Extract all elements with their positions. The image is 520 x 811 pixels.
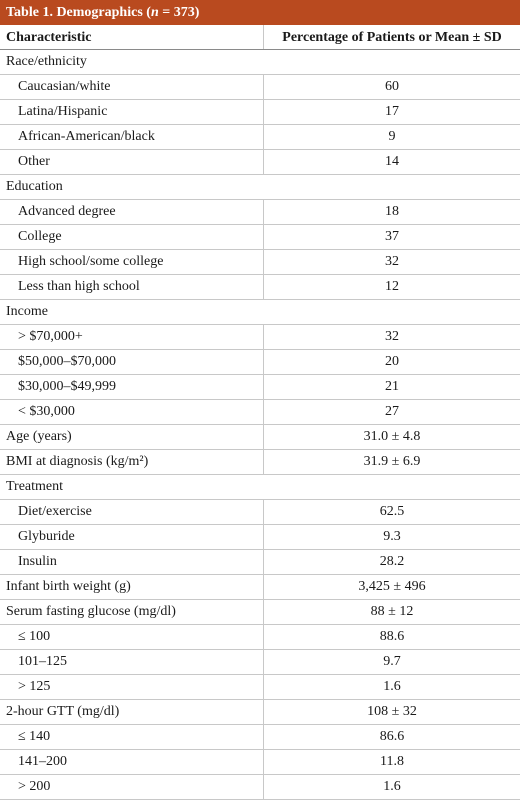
row-value: 37 (385, 229, 399, 244)
table-title (0, 0, 520, 25)
row-value: 31.9 ± 6.9 (363, 454, 421, 469)
table-row (0, 650, 520, 675)
row-label: College (0, 225, 264, 249)
row-label: Glyburide (0, 525, 264, 549)
row-label: Caucasian/white (0, 75, 264, 99)
table-row (0, 150, 520, 175)
table-body (0, 50, 520, 800)
row-label: High school/some college (0, 250, 264, 274)
table-row (0, 425, 520, 450)
table-row (0, 725, 520, 750)
row-label: Less than high school (0, 275, 264, 299)
row-value: 11.8 (380, 754, 404, 769)
row-value: 9.7 (383, 654, 401, 669)
table-title-suffix: = 373) (158, 5, 200, 20)
row-value (264, 50, 520, 74)
table-row (0, 575, 520, 600)
row-label: Income (6, 304, 48, 319)
row-label: BMI at diagnosis (kg/m²) (0, 450, 264, 474)
row-label: Race/ethnicity (6, 54, 87, 69)
row-label: African-American/black (0, 125, 264, 149)
row-value: 62.5 (379, 504, 405, 519)
row-value: 27 (385, 404, 399, 419)
table-row (0, 400, 520, 425)
row-label: Treatment (6, 479, 64, 494)
row-value: 86.6 (379, 729, 405, 744)
row-label: < $30,000 (0, 400, 264, 424)
row-value (264, 475, 520, 499)
row-label: $50,000–$70,000 (0, 350, 264, 374)
row-value: 108 ± 32 (367, 704, 417, 719)
table-row (0, 125, 520, 150)
row-label: Advanced degree (0, 200, 264, 224)
table-row (0, 525, 520, 550)
table-row (0, 500, 520, 525)
table-row (0, 225, 520, 250)
table-row (0, 675, 520, 700)
table-row (0, 100, 520, 125)
row-label: Education (6, 179, 63, 194)
row-label: > $70,000+ (0, 325, 264, 349)
row-value: 1.6 (383, 679, 401, 694)
header-characteristic: Characteristic (0, 25, 264, 49)
table-title-n: n (150, 5, 159, 20)
row-value: 31.0 ± 4.8 (363, 429, 421, 444)
row-value: 21 (385, 379, 399, 394)
row-label: ≤ 100 (0, 625, 264, 649)
row-value: 3,425 ± 496 (358, 579, 426, 594)
table-row (0, 350, 520, 375)
row-value: 32 (385, 254, 399, 269)
row-label: > 125 (0, 675, 264, 699)
table-row (0, 750, 520, 775)
row-label: 2-hour GTT (mg/dl) (0, 700, 264, 724)
table-row (0, 75, 520, 100)
row-value: 14 (385, 154, 399, 169)
row-label: > 200 (0, 775, 264, 799)
row-label: Serum fasting glucose (mg/dl) (0, 600, 264, 624)
row-label: Age (years) (0, 425, 264, 449)
row-label: Diet/exercise (0, 500, 264, 524)
row-value: 28.2 (379, 554, 405, 569)
row-value: 88 ± 12 (370, 604, 414, 619)
table-row (0, 775, 520, 800)
table-group-row (0, 475, 520, 500)
table-row (0, 625, 520, 650)
row-value: 17 (385, 104, 399, 119)
table-group-row (0, 50, 520, 75)
row-value: 32 (385, 329, 399, 344)
header-value: Percentage of Patients or Mean ± SD (282, 30, 502, 45)
row-label: Latina/Hispanic (0, 100, 264, 124)
table-row (0, 700, 520, 725)
row-label: 141–200 (0, 750, 264, 774)
row-label: Infant birth weight (g) (0, 575, 264, 599)
table-row (0, 275, 520, 300)
row-value: 20 (385, 354, 399, 369)
table-row (0, 325, 520, 350)
table-row (0, 450, 520, 475)
row-label: $30,000–$49,999 (0, 375, 264, 399)
row-label: 101–125 (0, 650, 264, 674)
table-group-row (0, 175, 520, 200)
table-row (0, 200, 520, 225)
table-header-row (0, 25, 520, 50)
table-title-prefix: Table 1. Demographics ( (6, 5, 151, 20)
table-group-row (0, 300, 520, 325)
row-value: 9 (388, 129, 396, 144)
row-value (264, 175, 520, 199)
table-row (0, 600, 520, 625)
row-value: 1.6 (383, 779, 401, 794)
table-row (0, 375, 520, 400)
row-label: Other (0, 150, 264, 174)
row-value (264, 300, 520, 324)
row-label: ≤ 140 (0, 725, 264, 749)
row-value: 60 (385, 79, 399, 94)
row-value: 12 (385, 279, 399, 294)
table-row (0, 550, 520, 575)
row-value: 9.3 (383, 529, 401, 544)
table-row (0, 250, 520, 275)
row-label: Insulin (0, 550, 264, 574)
row-value: 18 (385, 204, 399, 219)
row-value: 88.6 (379, 629, 405, 644)
